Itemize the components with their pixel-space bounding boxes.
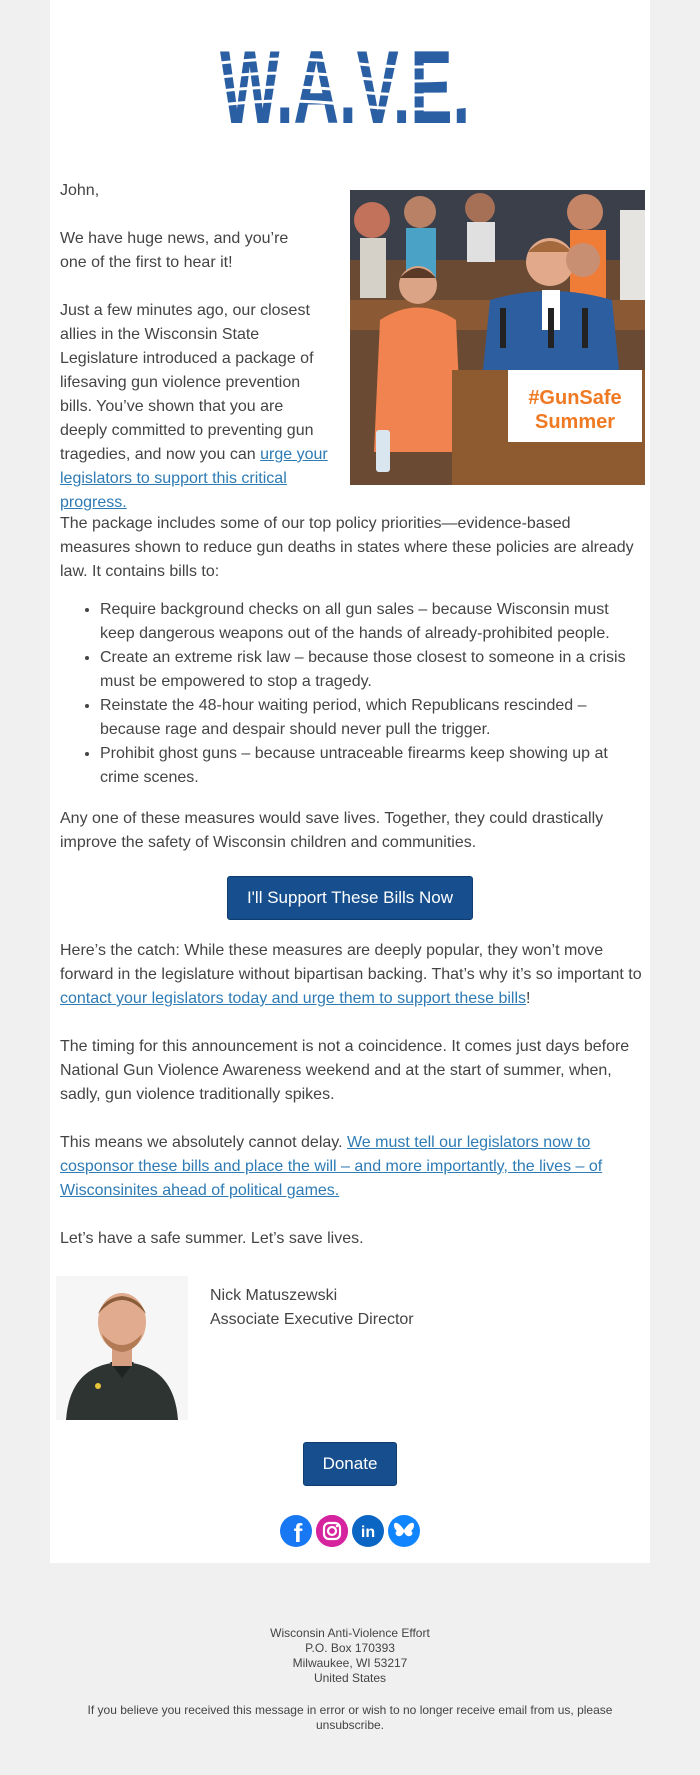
list-item: • Reinstate the 48-hour waiting period, which Republicans rescinded – because rage and despair should never pull the trigger. xyxy=(100,694,635,742)
list-item: • Create an extreme risk law – because those closest to someone in a crisis must be empowered to stop a tragedy. xyxy=(100,646,635,694)
footer-org: Wisconsin Anti-Violence Effort xyxy=(270,1626,430,1640)
paragraph-2: The package includes some of our top policy priorities—evidence-based measures shown to reduce gun deaths in states where these policies are already law. It contains bills to: xyxy=(60,515,634,580)
svg-text:f: f xyxy=(293,1518,303,1548)
signature-title: Associate Executive Director xyxy=(210,1311,414,1328)
instagram-icon[interactable] xyxy=(316,1515,348,1547)
avatar xyxy=(56,1276,188,1420)
paragraph-6-text: This means we absolutely cannot delay. xyxy=(60,1134,347,1151)
bill-list xyxy=(60,598,635,790)
svg-text:in: in xyxy=(360,1524,376,1541)
paragraph-7: Let’s have a safe summer. Let’s save lives. xyxy=(60,1230,364,1247)
footer-city: Milwaukee, WI 53217 xyxy=(292,1656,408,1670)
sign-line-1: #GunSafe xyxy=(528,387,622,409)
list-item: • Require background checks on all gun sales – because Wisconsin must keep dangerous weapons out of the hands of already-prohibited people. xyxy=(100,598,635,646)
paragraph-4-text: Here’s the catch: While these measures are deeply popular, they won’t move forward in the legislature without bipartisan backing. That’s why it’s so important to xyxy=(60,942,642,983)
footer-po-box: P.O. Box 170393 xyxy=(305,1641,395,1655)
bluesky-icon[interactable] xyxy=(388,1515,420,1547)
paragraph-1-text: Just a few minutes ago, our closest allies in the Wisconsin State Legislature introduced a package of lifesaving gun violence prevention bills. You’ve shown that you are deeply committed to preventing gun tragedies, and now you can xyxy=(60,302,314,463)
email-card xyxy=(50,0,650,1563)
press-conference-photo xyxy=(350,190,645,485)
unsubscribe-text: If you believe you received this message in error or wish to no longer receive email from us, please xyxy=(87,1703,613,1717)
paragraph-4-end: ! xyxy=(526,990,531,1007)
sign-line-2: Summer xyxy=(534,411,616,433)
footer-unsubscribe-notice xyxy=(80,1703,620,1733)
signature-name: Nick Matuszewski xyxy=(210,1287,338,1304)
paragraph-6 xyxy=(60,1131,630,1203)
paragraph-3: Any one of these measures would save lives. Together, they could drastically improve the safety of Wisconsin children and communities. xyxy=(60,810,604,851)
facebook-icon[interactable] xyxy=(280,1515,312,1547)
urge-legislators-link[interactable]: urge your legislators to support this critical progress. xyxy=(60,446,328,511)
list-item: • Prohibit ghost guns – because untraceable firearms keep showing up at crime scenes. xyxy=(100,742,635,790)
support-bills-button[interactable]: I'll Support These Bills Now xyxy=(227,876,473,920)
wave-logo xyxy=(220,33,480,129)
paragraph-1 xyxy=(60,299,330,515)
tell-legislators-link[interactable]: We must tell our legislators now to cosponsor these bills and place the will – and more importantly, the lives – of Wisconsinites ahead of political games. xyxy=(60,1134,603,1199)
unsubscribe-link[interactable]: unsubscribe. xyxy=(315,1718,385,1732)
footer-country: United States xyxy=(313,1671,387,1685)
contact-legislators-link[interactable]: contact your legislators today and urge them to support these bills xyxy=(60,990,527,1007)
donate-button[interactable]: Donate xyxy=(303,1442,397,1486)
intro-paragraph: We have huge news, and you’re one of the first to hear it! xyxy=(60,230,289,271)
paragraph-5: The timing for this announcement is not a coincidence. It comes just days before National Gun Violence Awareness weekend and at the start of summer, when, sadly, gun violence traditionally spikes. xyxy=(60,1038,630,1103)
linkedin-icon[interactable] xyxy=(352,1515,384,1547)
paragraph-4 xyxy=(60,939,645,1011)
greeting: John, xyxy=(60,182,100,199)
